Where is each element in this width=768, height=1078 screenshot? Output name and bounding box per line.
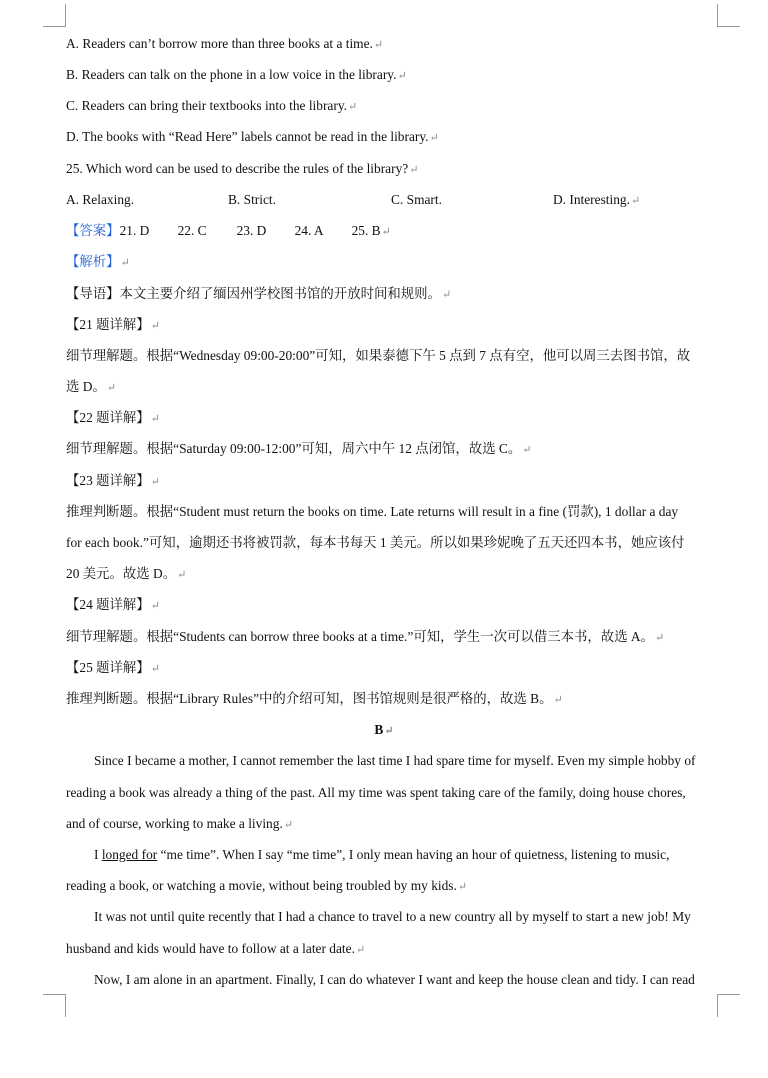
detail-21-text: 细节理解题。根据“Wednesday 09:00-20:00”可知，如果泰德下午 5 点到 7 点有空，他可以周三去图书馆，故 (66, 348, 691, 363)
passage-paragraph-3: husband and kids would have to follow at a later date.↵ (66, 941, 366, 956)
detail-21-heading: 【21 题详解】↵ (66, 317, 160, 332)
answer-line: 【答案】21. D 22. C 23. D 24. A 25. B↵ (66, 223, 391, 238)
answer-item: 24. A (294, 223, 324, 238)
options-25-row (66, 191, 706, 209)
passage-paragraph-1: and of course, working to make a living.↵ (66, 816, 294, 831)
detail-24-heading: 【24 题详解】↵ (66, 597, 160, 612)
option-24-a: A. Readers can’t borrow more than three books at a time.↵ (66, 36, 384, 51)
detail-23-text: 推理判断题。根据“Student must return the books on time. Late returns will result in a fine (罚款), 1 dollar a day (66, 504, 679, 519)
guide-text: 【导语】本文主要介绍了缅因州学校图书馆的开放时间和规则。↵ (66, 286, 452, 301)
option-24-d: D. The books with “Read Here” labels cannot be read in the library.↵ (66, 129, 439, 144)
option-25-b: B. Strict. (228, 192, 276, 207)
detail-22-heading: 【22 题详解】↵ (66, 410, 160, 425)
analysis-label: 【解析】↵ (66, 254, 130, 269)
answer-item: 25. B (351, 223, 381, 238)
detail-21-text: 选 D。↵ (66, 379, 117, 394)
passage-paragraph-3: It was not until quite recently that I had a chance to travel to a new country all by myself to start a new job! My (94, 909, 691, 924)
detail-23-text: 20 美元。故选 D。↵ (66, 566, 187, 581)
passage-paragraph-4: Now, I am alone in an apartment. Finally, I can do whatever I want and keep the house clean and tidy. I can read (94, 972, 695, 987)
crop-mark-bottom-left (43, 994, 66, 1017)
crop-mark-bottom-right (717, 994, 740, 1017)
answer-item: 22. C (177, 223, 207, 238)
option-24-c: C. Readers can bring their textbooks into the library.↵ (66, 98, 358, 113)
answer-item: 23. D (236, 223, 267, 238)
detail-23-heading: 【23 题详解】↵ (66, 473, 160, 488)
crop-mark-top-left (43, 4, 66, 27)
passage-paragraph-2: I longed for “me time”. When I say “me time”, I only mean having an hour of quietness, listening to music, (94, 847, 670, 862)
detail-23-text: for each book.”可知，逾期还书将被罚款，每本书每天 1 美元。所以如果珍妮晚了五天还四本书，她应该付 (66, 535, 685, 550)
answer-item: 21. D (119, 223, 150, 238)
option-25-d: D. Interesting.↵ (553, 192, 641, 207)
answer-label: 【答案】 (66, 223, 120, 238)
option-25-c: C. Smart. (391, 192, 442, 207)
question-25: 25. Which word can be used to describe the rules of the library?↵ (66, 161, 419, 176)
detail-24-text: 细节理解题。根据“Students can borrow three books at a time.”可知，学生一次可以借三本书，故选 A。↵ (66, 629, 665, 644)
detail-25-text: 推理判断题。根据“Library Rules”中的介绍可知，图书馆规则是很严格的，故选 B。↵ (66, 691, 563, 706)
section-title: B↵ (374, 722, 394, 737)
crop-mark-top-right (717, 4, 740, 27)
passage-paragraph-2: reading a book, or watching a movie, without being troubled by my kids.↵ (66, 878, 468, 893)
passage-paragraph-1: reading a book was already a thing of the past. All my time was spent taking care of the family, doing house chores, (66, 785, 686, 800)
passage-paragraph-1: Since I became a mother, I cannot remember the last time I had spare time for myself. Even my simple hobby of (94, 753, 696, 768)
option-24-b: B. Readers can talk on the phone in a low voice in the library.↵ (66, 67, 407, 82)
detail-25-heading: 【25 题详解】↵ (66, 660, 160, 675)
detail-22-text: 细节理解题。根据“Saturday 09:00-12:00”可知，周六中午 12 点闭馆，故选 C。↵ (66, 441, 532, 456)
option-25-a: A. Relaxing. (66, 192, 135, 207)
underlined-phrase: longed for (101, 847, 158, 862)
